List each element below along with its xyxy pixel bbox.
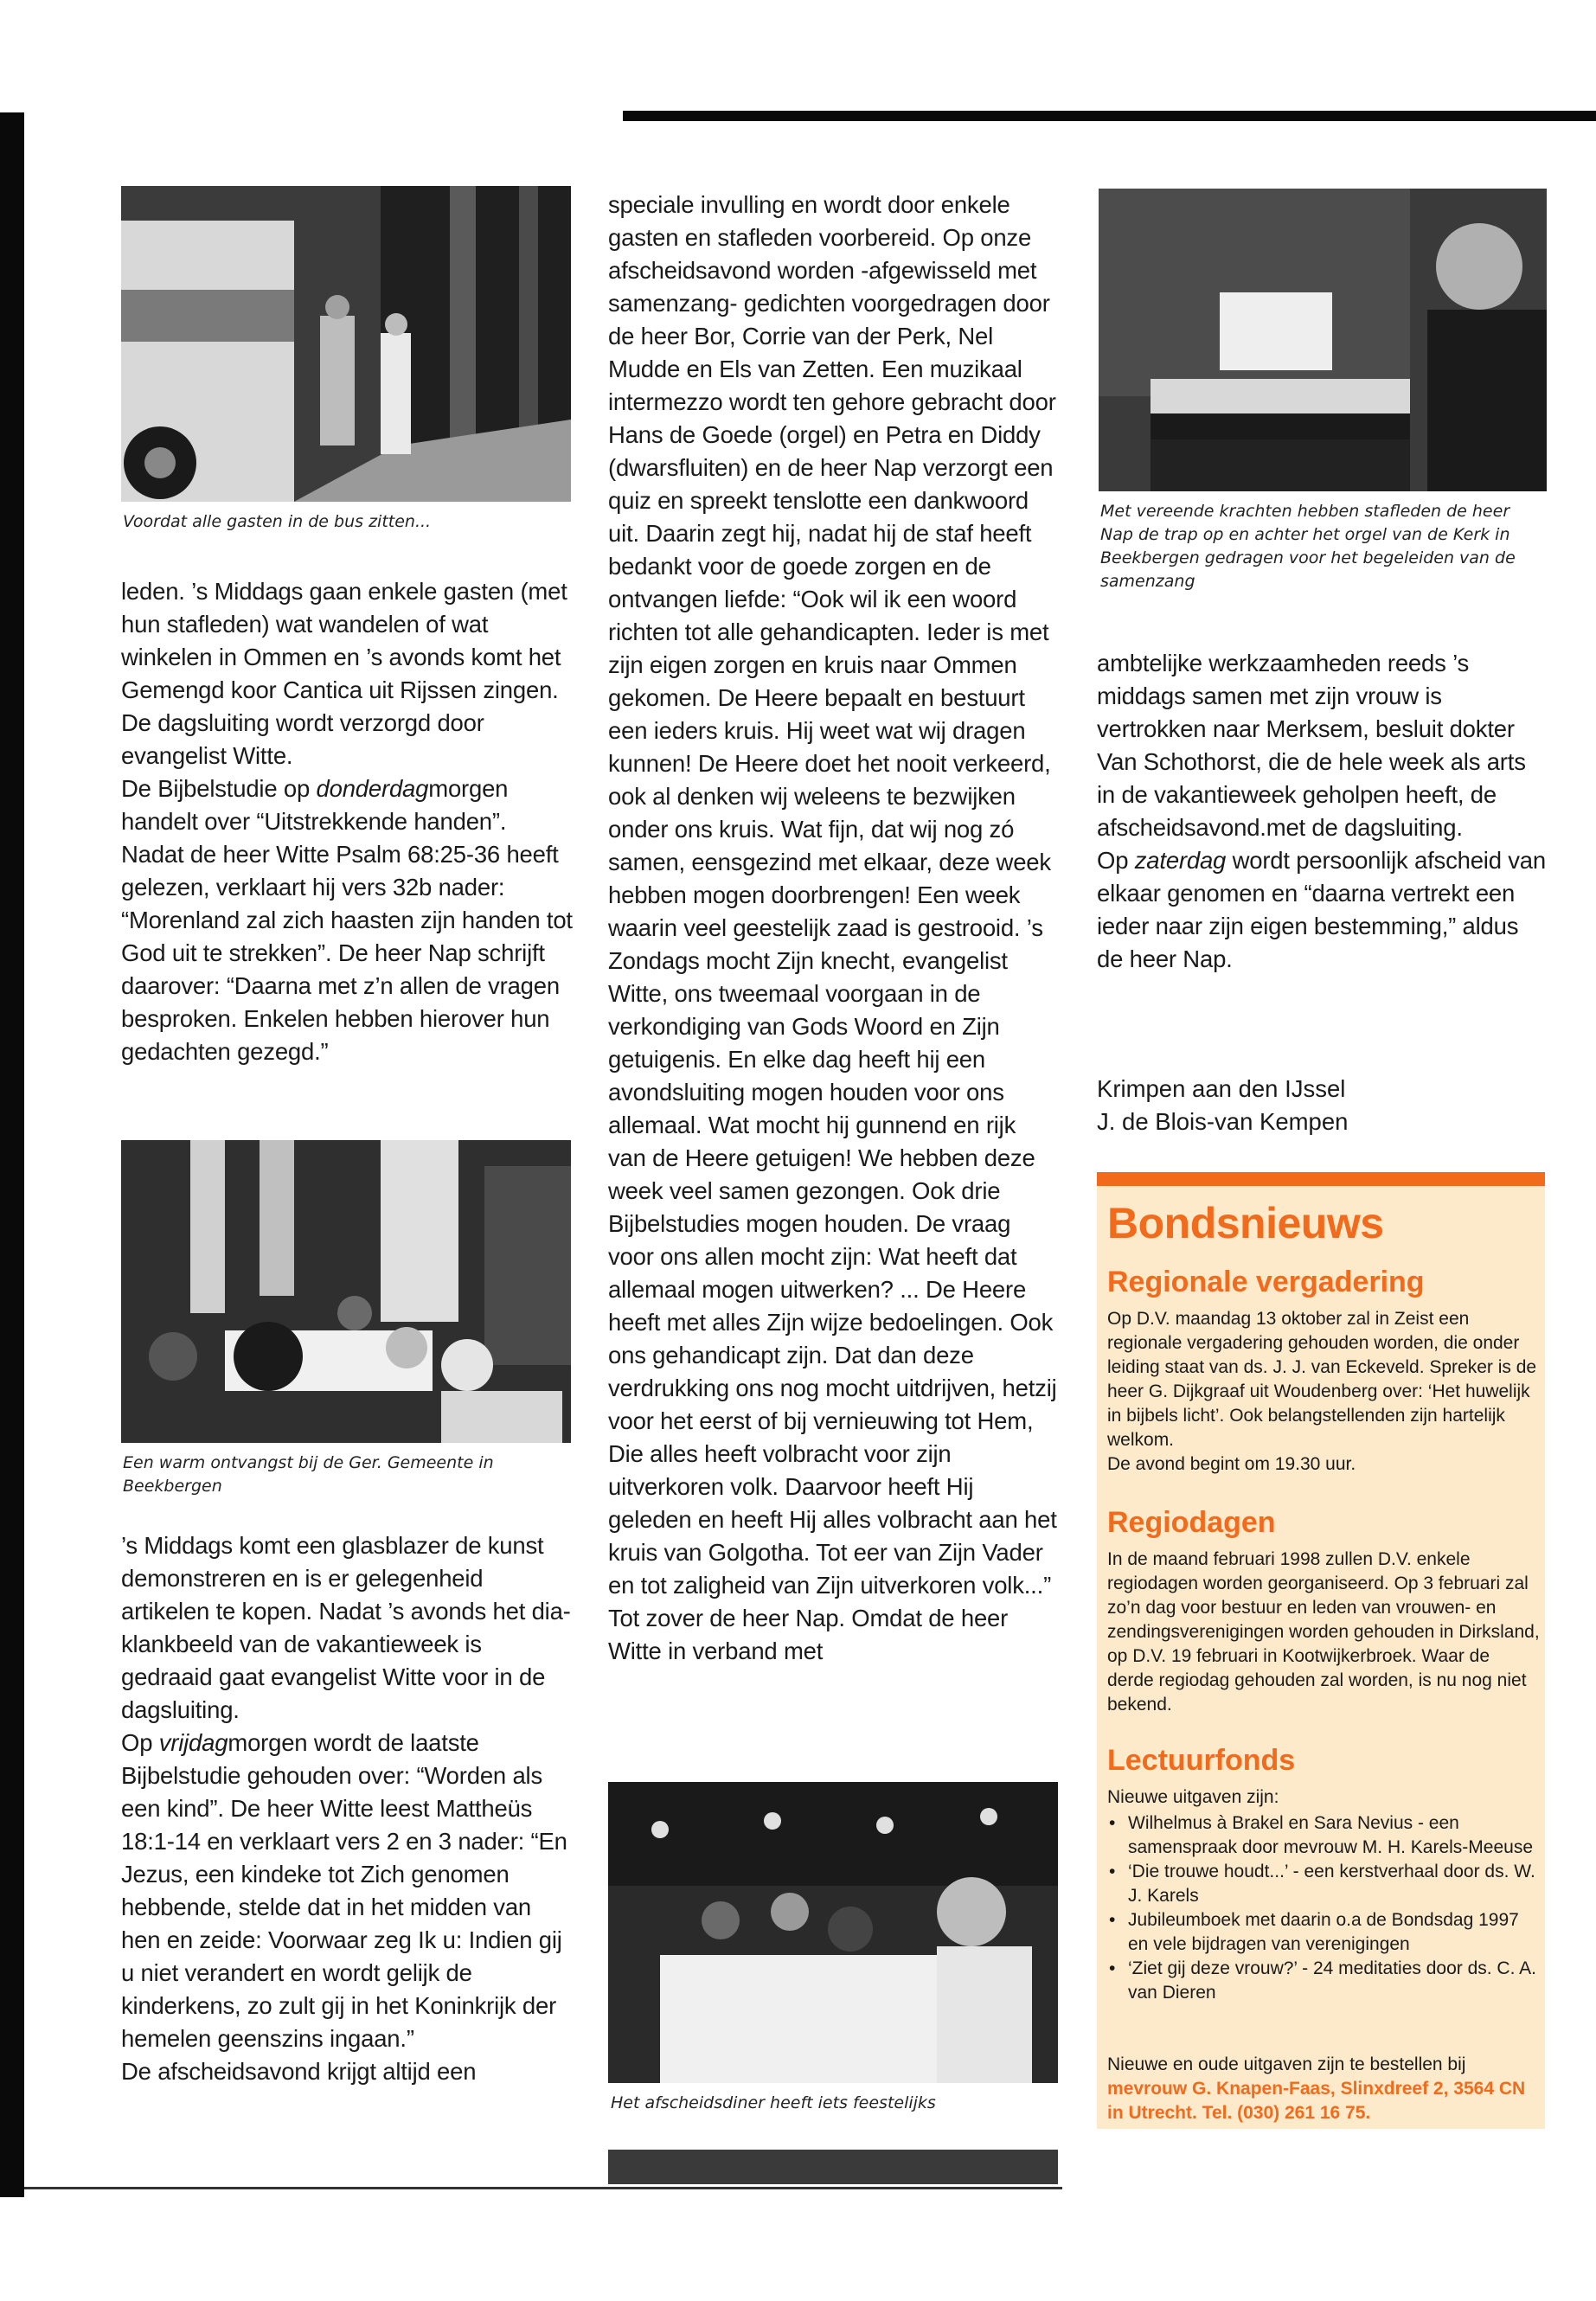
regiodagen-text: In de maand februari 1998 zullen D.V. enkele regiodagen worden georganiseerd. Op 3 februari zal zo’n dag voor bestuur en leden van vrouwen- en zendingsverenigingen worden gehouden in Dirksland, op D.V. 19 februari in Kootwijkerbroek. Waar de derde regiodag gehouden zal worden, is nu nog niet bekend. <box>1107 1549 1540 1715</box>
saturday-post: wordt persoonlijk afscheid van elkaar genomen en “daarna vertrekt een ieder naar zijn eigen bestemming,” aldus de heer Nap. <box>1097 847 1546 972</box>
caption-bus: Voordat alle gasten in de bus zitten... <box>123 512 432 531</box>
col1-paragraph-thursday <box>121 772 575 1068</box>
bottom-rule <box>24 2187 1062 2189</box>
bondsnieuws-title: Bondsnieuws <box>1107 1199 1384 1247</box>
regionale-vergadering-body: Op D.V. maandag 13 oktober zal in Zeist een regionale vergadering gehouden worden, die onder leiding staat van ds. J. J. van Eckeveld. Spreker is de heer G. Dijkgraaf uit Woudenberg over: ‘Het huwelijk in bijbels licht’. Ook belangstellenden zijn hartelijk welkom. <box>1107 1309 1537 1450</box>
heading-regionale-vergadering: Regionale vergadering <box>1107 1266 1425 1298</box>
page-number-bar <box>608 2150 1058 2184</box>
scan-edge <box>0 112 24 2197</box>
col1-last-line: De afscheidsavond krijgt altijd een <box>121 2058 477 2085</box>
regionale-vergadering-time: De avond begint om 19.30 uur. <box>1107 1454 1356 1474</box>
heading-lectuurfonds: Lectuurfonds <box>1107 1744 1296 1777</box>
col1-paragraph-1: leden. ’s Middags gaan enkele gasten (met hun stafleden) wat wandelen of wat winkelen in Ommen en ’s avonds komt het Gemengd koor Cantica uit Rijssen zingen. De dagsluiting wordt verzorgd door evangelist Witte. <box>121 578 567 769</box>
list-item: • ‘Ziet gij deze vrouw?’ - 24 meditaties door ds. C. A. van Dieren <box>1107 1957 1540 2005</box>
bondsnieuws-box <box>1097 1172 1545 2129</box>
order-address: mevrouw G. Knapen-Faas, Slinxdreef 2, 3564 CN in Utrecht. Tel. (030) 261 16 75. <box>1107 2079 1526 2123</box>
caption-church: Een warm ontvangst bij de Ger. Gemeente in Beekbergen <box>123 1453 494 1496</box>
regionale-vergadering-text <box>1107 1307 1540 1477</box>
col1-top-text <box>121 575 575 1068</box>
lectuurfonds-list <box>1107 1811 1540 2005</box>
photo-church <box>121 1140 571 1443</box>
friday-post: morgen wordt de laatste Bijbelstudie gehouden over: “Worden als een kind”. De heer Witte leest Mattheüs 18:1-14 en verklaart vers 2 en 3 nader: “En Jezus, een kindeke tot Zich genomen hebbende, stelde dat in het midden van hen en zeide: Voorwaar zeg Ik u: Indien gij u niet verandert en wordt gelijk de kinderkens, zo zult gij in het Koninkrijk der hemelen geenszins ingaan.” <box>121 1729 567 2052</box>
col2-text <box>608 189 1058 1668</box>
col3-paragraph-1: ambtelijke werkzaamheden reeds ’s middags samen met zijn vrouw is vertrokken naar Merksem, besluit dokter Van Schothorst, die de hele week als arts in de vakantieweek geholpen heeft, de afscheidsavond.met de dagsluiting. <box>1097 650 1526 841</box>
thursday-em: donderdag <box>316 775 429 802</box>
col1-bottom-text <box>121 1529 575 2088</box>
order-info <box>1107 2053 1540 2125</box>
col2-paragraph: speciale invulling en wordt door enkele gasten en stafleden voorbereid. Op onze afscheidsavond worden -afgewisseld met samenzang- gedichten voorgedragen door de heer Bor, Corrie van der Perk, Nel Mudde en Els van Zetten. Een muzikaal intermezzo wordt ten gehore gebracht door Hans de Goede (orgel) en Petra en Diddy (dwarsfluiten) en de heer Nap verzorgt een quiz en spreekt tenslotte een dankwoord uit. Daarin zegt hij, nadat hij de staf heeft bedankt voor de goede zorgen en de ontvangen liefde: “Ook wil ik een woord richten tot alle gehandicapten. Ieder is met zijn eigen zorgen en kruis naar Ommen gekomen. De Heere bepaalt en bestuurt een ieders kruis. Hij weet wat wij dragen kunnen! De Heere doet het nooit verkeerd, ook al denken wij weleens te bezwijken onder ons kruis. Wat fijn, dat wij nog zó samen, eensgezind met elkaar, deze week hebben mogen doorbrengen! Een week waarin veel geestelijk zaad is gestrooid. ’s Zondags mocht Zijn knecht, evangelist Witte, ons tweemaal voorgaan in de verkondiging van Gods Woord en Zijn getuigenis. En elke dag heeft hij een avondsluiting mogen houden voor ons allemaal. Wat mocht hij gunnend en rijk van de Heere getuigen! We hebben deze week veel samen gezongen. Ook drie Bijbelstudies mogen houden. De vraag voor ons allen mocht zijn: Wat heeft dat allemaal mogen uitwerken? ... De Heere heeft met alles Zijn wijze bedoelingen. Ook ons gehandicapt zijn. Dat dan deze verdrukking ons nog mocht uitdrijven, hetzij voor het eerst of bij vernieuwing tot Hem, Die alles heeft volbracht voor zijn uitverkoren volk. Daarvoor heeft Hij geleden en heeft Hij alles volbracht aan het kruis van Golgotha. Tot eer van Zijn Vader en tot zaligheid van Zijn uitverkoren volk...” Tot zover de heer Nap. Omdat de heer Witte in verband met <box>608 191 1057 1664</box>
col3-paragraph-saturday <box>1097 844 1547 976</box>
thursday-pre: De Bijbelstudie op <box>121 775 317 802</box>
heading-regiodagen: Regiodagen <box>1107 1506 1276 1539</box>
list-item: • ‘Die trouwe houdt...’ - een kerstverhaal door ds. W. J. Karels <box>1107 1860 1540 1908</box>
photo-organ <box>1099 189 1547 491</box>
caption-organ: Met vereende krachten hebben stafleden de heer Nap de trap op en achter het orgel van de Kerk in Beekbergen gedragen voor het begeleiden van de samenzang <box>1100 502 1516 591</box>
signature-place: Krimpen aan den IJssel <box>1097 1075 1346 1102</box>
friday-em: vrijdag <box>158 1729 228 1756</box>
col1-paragraph-2: ’s Middags komt een glasblazer de kunst demonstreren en is er gelegenheid artikelen te kopen. Nadat ’s avonds het dia-klankbeeld van de vakantieweek is gedraaid gaat evangelist Witte voor in de dagsluiting. <box>121 1532 571 1723</box>
col3-text <box>1097 647 1547 976</box>
friday-pre: Op <box>121 1729 159 1756</box>
lectuurfonds-intro: Nieuwe uitgaven zijn: <box>1107 1787 1279 1807</box>
caption-dinner: Het afscheidsdiner heeft iets feestelijks <box>611 2093 936 2112</box>
top-rule <box>623 111 1596 121</box>
saturday-pre: Op <box>1097 847 1135 874</box>
photo-bus <box>121 186 571 502</box>
list-item: • Jubileumboek met daarin o.a de Bondsdag 1997 en vele bijdragen van verenigingen <box>1107 1908 1540 1957</box>
signature-author: J. de Blois-van Kempen <box>1097 1108 1349 1135</box>
order-text: Nieuwe en oude uitgaven zijn te bestellen bij <box>1107 2054 1466 2074</box>
list-item: • Wilhelmus à Brakel en Sara Nevius - een samenspraak door mevrouw M. H. Karels-Meeuse <box>1107 1811 1540 1860</box>
saturday-em: zaterdag <box>1134 847 1227 874</box>
col1-paragraph-friday <box>121 1727 575 2055</box>
thursday-post: morgen handelt over “Uitstrekkende handen”. Nadat de heer Witte Psalm 68:25-36 heeft gelezen, verklaart hij vers 32b nader: “Morenland zal zich haasten zijn handen tot God uit te strekken”. De heer Nap schrijft daarover: “Daarna met z’n allen de vragen besproken. Enkelen hebben hierover hun gedachten gezegd.” <box>121 775 573 1065</box>
photo-dinner <box>608 1782 1058 2083</box>
